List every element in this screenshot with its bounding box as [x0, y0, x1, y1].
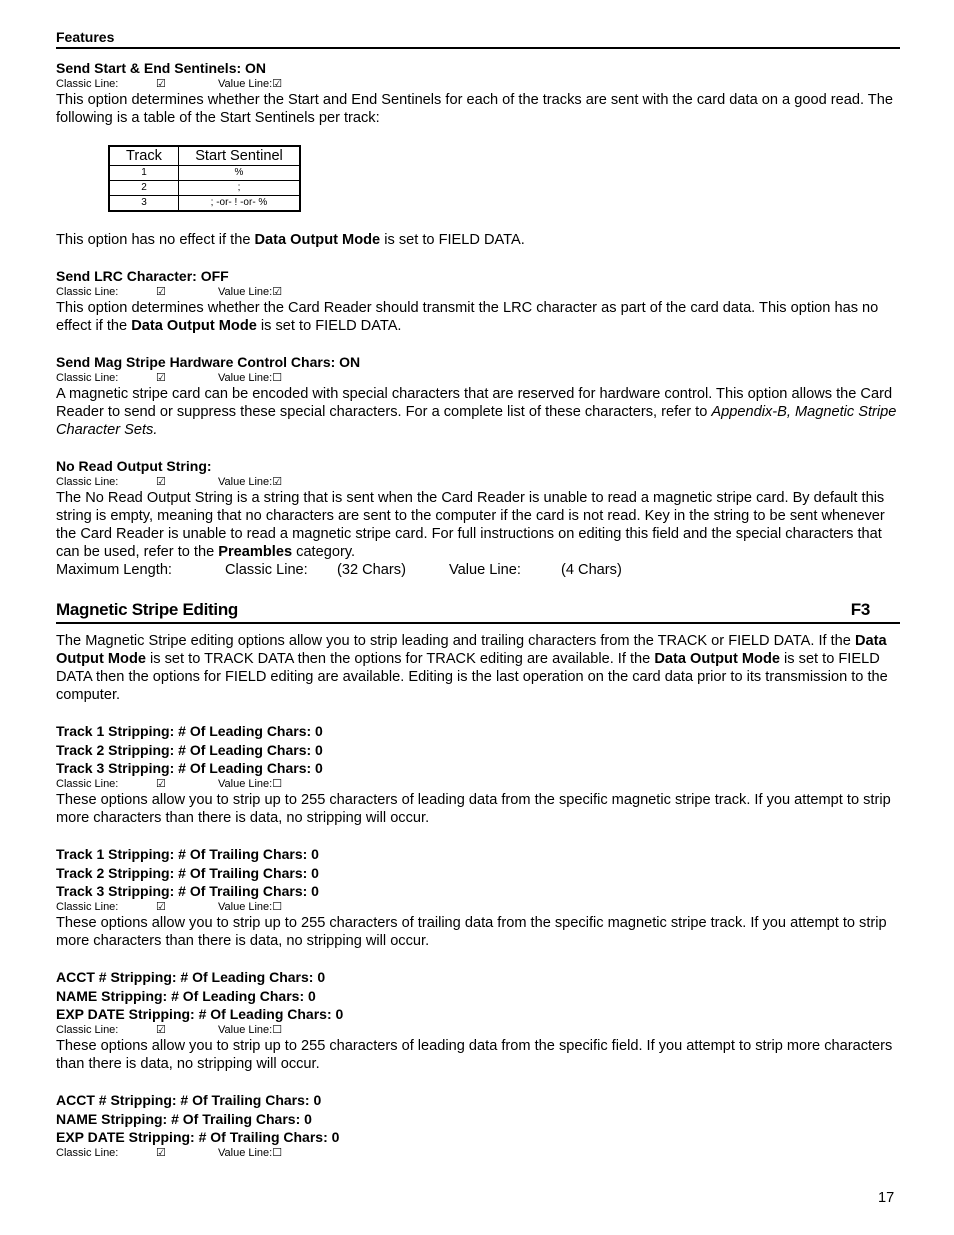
- option-title: ACCT # Stripping: # Of Trailing Chars: 0: [56, 1092, 322, 1109]
- value-line-label: Value Line:: [218, 475, 273, 488]
- classic-line-check: ☑: [156, 777, 166, 790]
- note-text: is set to FIELD DATA.: [380, 231, 525, 248]
- line-flags: [56, 901, 900, 914]
- option-description: This option determines whether the Start and End Sentinels for each of the tracks are sent with the card data on a good read. The following is a table of the Start Sentinels per track:: [56, 91, 893, 126]
- no-read-output-section: [56, 457, 900, 580]
- option-title: ACCT # Stripping: # Of Leading Chars: 0: [56, 969, 326, 986]
- value-line-check: ☐: [272, 371, 283, 384]
- table-row: [109, 180, 300, 195]
- value-line-label: Value Line:: [218, 900, 273, 913]
- classic-line-label: Classic Line:: [56, 371, 119, 384]
- table-row: [109, 195, 300, 211]
- value-line-label: Value Line:: [218, 77, 273, 90]
- option-title: Track 2 Stripping: # Of Trailing Chars: 0: [56, 864, 319, 881]
- track-trailing-strip-group: [56, 845, 900, 950]
- desc-bold-term: Preambles: [218, 544, 293, 561]
- option-title: Track 3 Stripping: # Of Leading Chars: 0: [56, 760, 323, 777]
- start-sentinel-table: [108, 145, 301, 212]
- option-description: [56, 299, 900, 335]
- value-line-label: Value Line:: [218, 371, 273, 384]
- page-content: [56, 29, 900, 1160]
- max-length-value-value: (4 Chars): [561, 562, 622, 579]
- option-description: [56, 385, 900, 440]
- classic-line-check: ☑: [156, 900, 166, 913]
- option-note: [56, 231, 900, 249]
- option-description: [56, 489, 900, 562]
- desc-bold-term: Data Output Mode: [131, 317, 257, 334]
- classic-line-label: Classic Line:: [56, 77, 119, 90]
- table-row: [109, 165, 300, 180]
- option-title: Track 1 Stripping: # Of Trailing Chars: 0: [56, 846, 319, 863]
- value-line-check: ☐: [272, 1023, 283, 1036]
- option-title: Track 2 Stripping: # Of Leading Chars: 0: [56, 741, 323, 758]
- classic-line-check: ☑: [156, 1023, 166, 1036]
- desc-text: category.: [292, 544, 356, 561]
- classic-line-label: Classic Line:: [56, 777, 119, 790]
- track-cell: 3: [109, 195, 179, 211]
- page-number: 17: [878, 1190, 895, 1206]
- intro-text: is set to FIELD DATA then the options for FIELD editing are available. Editing is the last operation on the card data prior to its transmission to the computer.: [56, 650, 888, 704]
- option-title: NAME Stripping: # Of Trailing Chars: 0: [56, 1110, 312, 1127]
- section-intro: [56, 632, 900, 705]
- section-title: Magnetic Stripe Editing: [56, 599, 239, 619]
- classic-line-label: Classic Line:: [56, 1146, 119, 1159]
- line-flags: [56, 476, 900, 489]
- max-length-label: Maximum Length:: [56, 562, 172, 579]
- line-flags: [56, 286, 900, 299]
- option-description: These options allow you to strip up to 255 characters of leading data from the specific field. If you attempt to strip more characters than there is data, no stripping will occur.: [56, 1037, 893, 1072]
- classic-line-label: Classic Line:: [56, 900, 119, 913]
- track-cell: 1: [109, 165, 179, 180]
- track-leading-strip-group: [56, 722, 900, 827]
- desc-text: This option determines whether the Card Reader should transmit the LRC character as part of the card data. This option has no effect if the: [56, 299, 879, 334]
- column-header-start-sentinel: Start Sentinel: [179, 146, 301, 166]
- option-title: NAME Stripping: # Of Leading Chars: 0: [56, 987, 316, 1004]
- max-length-classic-value: (32 Chars): [337, 562, 406, 579]
- page-header-title: Features: [56, 29, 900, 49]
- option-title: Send Start & End Sentinels: ON: [56, 60, 267, 76]
- classic-line-check: ☑: [156, 77, 166, 90]
- desc-text: A magnetic stripe card can be encoded with special characters that are reserved for hardware control. This option allows the Card Reader to send or suppress these special characters. For a complete list of these characters, refer to: [56, 385, 893, 420]
- section-header: [56, 600, 900, 624]
- option-description: These options allow you to strip up to 255 characters of leading data from the specific magnetic stripe track. If you attempt to strip more characters than there is data, no stripping will occur.: [56, 791, 891, 827]
- line-flags: [56, 372, 900, 385]
- field-trailing-strip-group: [56, 1091, 900, 1160]
- option-description: These options allow you to strip up to 255 characters of trailing data from the specific magnetic stripe track. If you attempt to strip more characters than there is data, no stripping will occur.: [56, 914, 887, 950]
- line-flags: [56, 1147, 900, 1160]
- appendix-reference: Appendix-B, Magnetic Stripe Character Sets.: [56, 403, 897, 438]
- note-bold-term: Data Output Mode: [254, 231, 381, 248]
- classic-line-label: Classic Line:: [56, 285, 119, 298]
- value-line-check: ☑: [272, 285, 283, 298]
- value-line-check: ☐: [272, 1146, 283, 1159]
- desc-text: is set to FIELD DATA.: [256, 317, 402, 334]
- classic-line-check: ☑: [156, 475, 166, 488]
- intro-bold-term: Data Output Mode: [654, 650, 780, 667]
- sentinel-cell: %: [179, 165, 301, 180]
- lrc-section: [56, 267, 900, 335]
- max-length-row: [56, 561, 900, 579]
- field-leading-strip-group: [56, 968, 900, 1073]
- note-text: This option has no effect if the: [56, 231, 255, 248]
- value-line-label: Value Line:: [218, 1146, 273, 1159]
- intro-text: is set to TRACK DATA then the options for TRACK editing are available. If the: [145, 650, 655, 667]
- start-end-sentinels-section: [56, 59, 900, 249]
- column-header-track: Track: [109, 146, 179, 166]
- classic-line-check: ☑: [156, 285, 166, 298]
- intro-text: The Magnetic Stripe editing options allow you to strip leading and trailing characters from the TRACK or FIELD DATA. If the: [56, 632, 855, 649]
- section-key: F3: [850, 599, 870, 619]
- value-line-check: ☑: [272, 77, 283, 90]
- option-title: Track 1 Stripping: # Of Leading Chars: 0: [56, 723, 323, 740]
- option-title: EXP DATE Stripping: # Of Leading Chars: 0: [56, 1006, 344, 1023]
- intro-bold-term: Data Output Mode: [56, 632, 887, 667]
- value-line-check: ☐: [272, 900, 283, 913]
- value-line-check: ☐: [272, 777, 283, 790]
- line-flags: [56, 78, 900, 91]
- option-title: No Read Output String:: [56, 458, 212, 475]
- value-line-label: Value Line:: [218, 1023, 273, 1036]
- option-title: Send Mag Stripe Hardware Control Chars: ON: [56, 354, 361, 371]
- max-length-classic-label: Classic Line:: [225, 562, 308, 579]
- mag-hw-control-section: [56, 353, 900, 439]
- classic-line-label: Classic Line:: [56, 1023, 119, 1036]
- table-header-row: [109, 146, 300, 166]
- sentinel-cell: ; -or- ! -or- %: [179, 195, 301, 211]
- option-title: Track 3 Stripping: # Of Trailing Chars: 0: [56, 883, 319, 900]
- classic-line-check: ☑: [156, 371, 166, 384]
- line-flags: [56, 778, 900, 791]
- value-line-check: ☑: [272, 475, 283, 488]
- track-cell: 2: [109, 180, 179, 195]
- classic-line-label: Classic Line:: [56, 475, 119, 488]
- option-title: EXP DATE Stripping: # Of Trailing Chars: 0: [56, 1129, 340, 1146]
- line-flags: [56, 1024, 900, 1037]
- sentinel-cell: ;: [179, 180, 301, 195]
- desc-text: The No Read Output String is a string that is sent when the Card Reader is unable to read a magnetic stripe card. By default this string is empty, meaning that no characters are sent to the computer if the card is not read. Key in the string to be sent whenever the Card Reader is unable to read a magnetic stripe card. For full instructions on editing this field and the special characters that can be used, refer to the: [56, 489, 885, 561]
- classic-line-check: ☑: [156, 1146, 166, 1159]
- option-title: Send LRC Character: OFF: [56, 268, 229, 285]
- value-line-label: Value Line:: [218, 777, 273, 790]
- value-line-label: Value Line:: [218, 285, 273, 298]
- max-length-value-label: Value Line:: [449, 562, 521, 579]
